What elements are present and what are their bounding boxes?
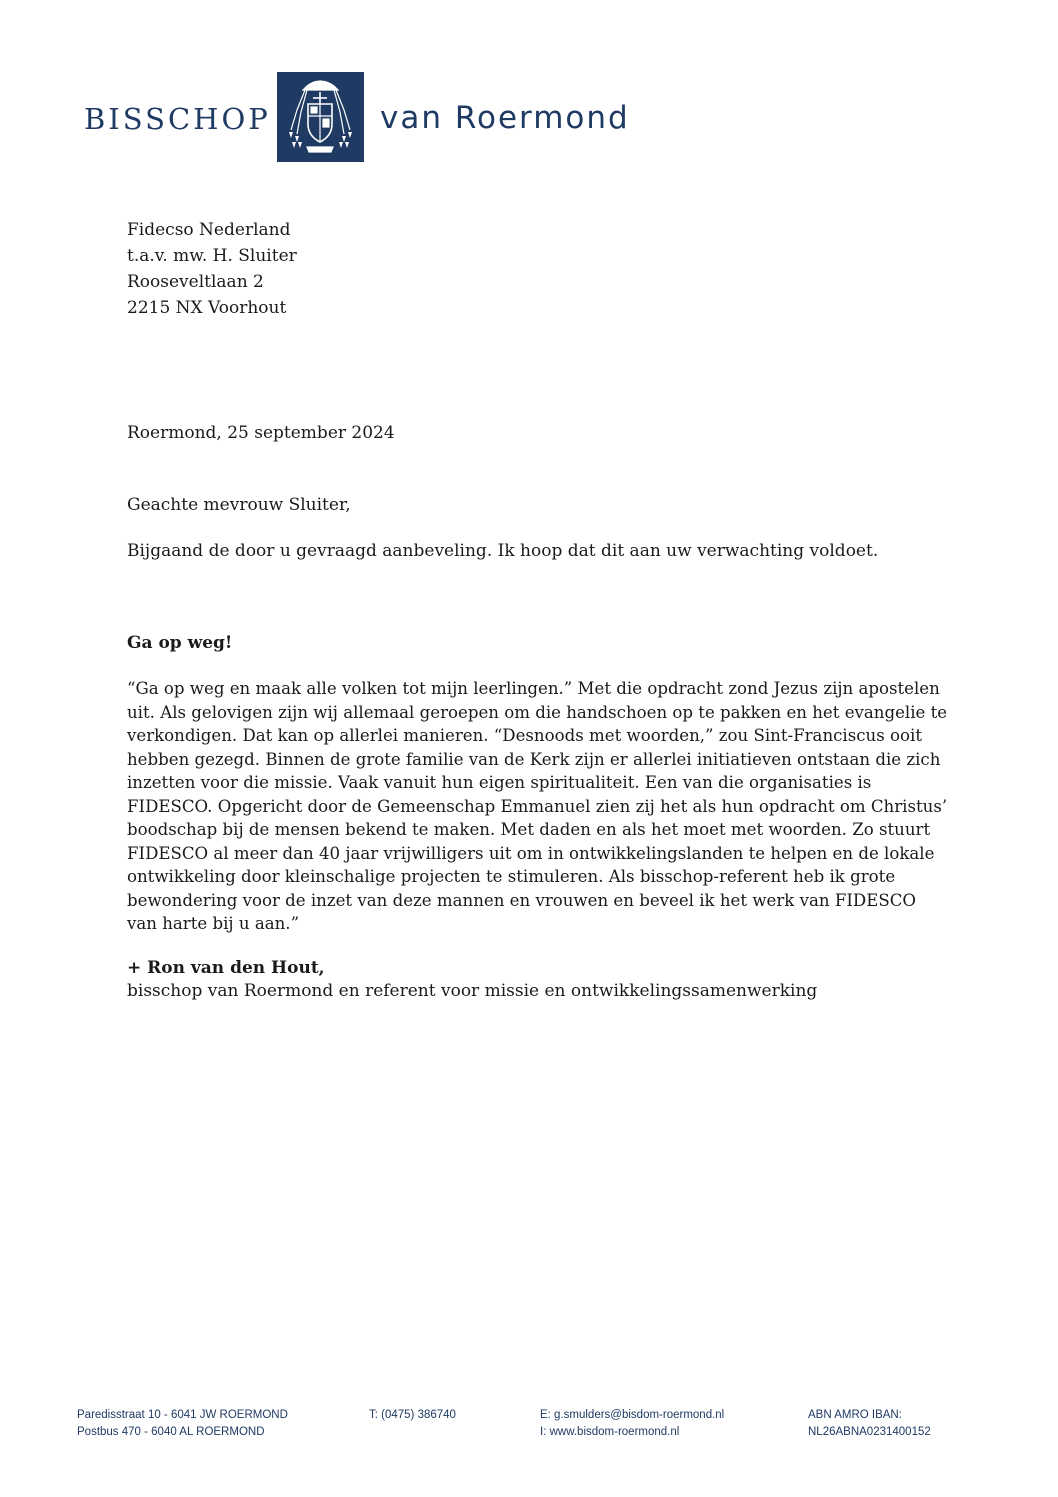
quote-line: “Ga op weg en maak alle volken tot mijn leerlingen.” Met die opdracht zond Jezus zijn apostelen xyxy=(127,679,940,698)
address-line: t.a.v. mw. H. Sluiter xyxy=(127,246,297,266)
quote-line: ontwikkeling door kleinschalige projecten te stimuleren. Als bisschop-referent heb ik grote xyxy=(127,867,896,886)
recipient-address xyxy=(127,217,527,321)
footer-email[interactable]: E: g.smulders@bisdom-roermond.nl xyxy=(540,1409,725,1421)
coat-of-arms-icon xyxy=(277,72,364,162)
quote-paragraph xyxy=(127,677,948,936)
letterhead-left-text: BISSCHOP xyxy=(84,102,271,136)
footer-bank-label: ABN AMRO IBAN: xyxy=(808,1409,902,1421)
footer-bank xyxy=(808,1407,931,1441)
footer-website[interactable]: I: www.bisdom-roermond.nl xyxy=(540,1426,680,1438)
quote-line: van harte bij u aan.” xyxy=(127,914,300,933)
footer-iban: NL26ABNA0231400152 xyxy=(808,1426,931,1438)
footer-contact xyxy=(540,1407,724,1441)
intro-paragraph: Bijgaand de door u gevraagd aanbeveling. Ik hoop dat dit aan uw verwachting voldoet. xyxy=(127,541,879,561)
letter-date: Roermond, 25 september 2024 xyxy=(127,423,395,443)
quote-line: hebben gezegd. Binnen de grote familie van de Kerk zijn er allerlei initiatieven ontstaan die zich xyxy=(127,749,941,769)
quote-line: verkondigen. Dat kan op allerlei manieren. “Desnoods met woorden,” zou Sint-Franciscus ooit xyxy=(127,726,922,745)
address-line: Rooseveltlaan 2 xyxy=(127,272,264,292)
address-line: Fidecso Nederland xyxy=(127,220,291,240)
address-line: 2215 NX Voorhout xyxy=(127,298,287,318)
footer xyxy=(0,1407,1058,1447)
quote-line: bewondering voor de inzet van deze mannen en vrouwen en beveel ik het werk van FIDESCO xyxy=(127,890,916,910)
quote-line: FIDESCO al meer dan 40 jaar vrijwilligers uit om in ontwikkelingslanden te helpen en de lokale xyxy=(127,843,935,863)
quote-line: FIDESCO. Opgericht door de Gemeenschap Emmanuel zien zij het als hun opdracht om Christus’ xyxy=(127,796,948,816)
signature-role: bisschop van Roermond en referent voor missie en ontwikkelingssamenwerking xyxy=(127,981,818,1001)
salutation: Geachte mevrouw Sluiter, xyxy=(127,495,351,515)
footer-address-line: Postbus 470 - 6040 AL ROERMOND xyxy=(77,1426,265,1438)
quote-line: boodschap bij de mensen bekend te maken. Met daden en als het moet met woorden. Zo stuurt xyxy=(127,820,931,839)
footer-address-line: Paredisstraat 10 - 6041 JW ROERMOND xyxy=(77,1409,288,1421)
coat-of-arms-drawing xyxy=(277,72,364,162)
signature-name: + Ron van den Hout, xyxy=(127,958,325,978)
footer-phone xyxy=(369,1407,456,1424)
quote-line: inzetten voor die missie. Vaak vanuit hun eigen spiritualiteit. Een van die organisaties is xyxy=(127,773,872,792)
letterhead xyxy=(0,72,1058,164)
section-heading: Ga op weg! xyxy=(127,633,233,653)
footer-address xyxy=(77,1407,288,1441)
letterhead-right-text: van Roermond xyxy=(380,100,630,136)
footer-phone-line: T: (0475) 386740 xyxy=(369,1409,456,1421)
quote-line: uit. Als gelovigen zijn wij allemaal geroepen om die handschoen op te pakken en het evangelie te xyxy=(127,702,948,722)
